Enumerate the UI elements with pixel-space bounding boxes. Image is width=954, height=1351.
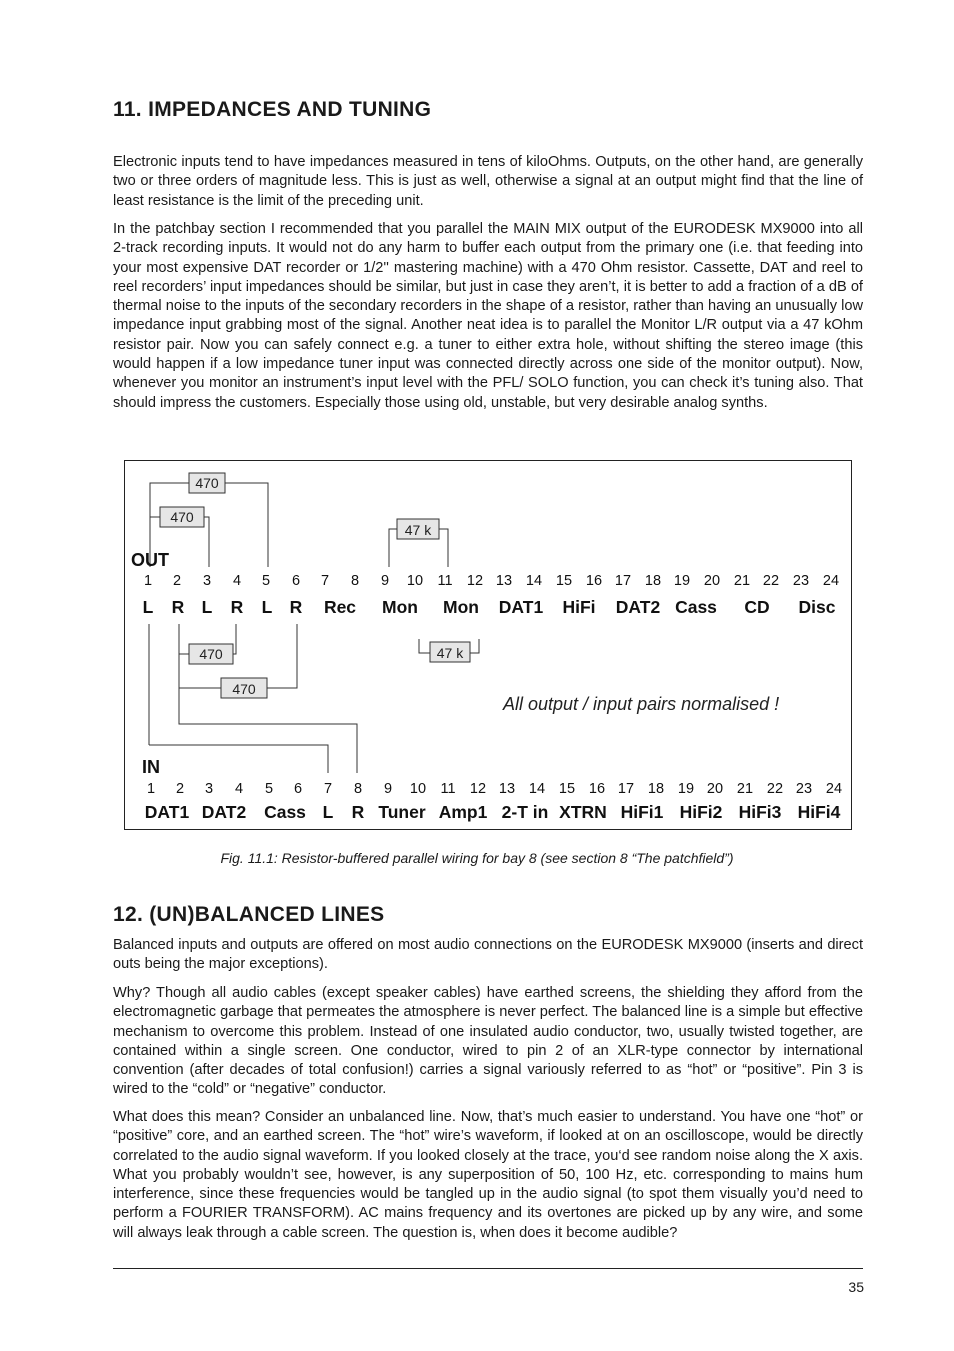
section-11-heading: 11. IMPEDANCES AND TUNING [113, 98, 432, 121]
out-jack-number: 4 [232, 573, 242, 589]
in-jack-number: 7 [323, 781, 333, 797]
out-jack-name: L [261, 597, 273, 617]
out-jack-name: CD [744, 597, 770, 617]
in-jack-number: 21 [736, 781, 754, 797]
resistor-47k-bottom-label: 47 k [436, 645, 464, 661]
normalised-note: All output / input pairs normalised ! [503, 694, 780, 714]
in-jack-number: 11 [440, 781, 456, 797]
section-12-paragraph-2: Why? Though all audio cables (except speaker cables) have earthed screens, the shielding they afford from the electromagnetic garbage that permeates the atmosphere is never perfect. The balanced line is a simple but effective mechanism to overcome this problem. Instead of one insulated audio conductor, two, usually twisted together, are contained within a single screen. One conductor, wired to pin 2 of an XLR-type connector by international convention (after decades of total confusion!) carries a signal variously referred to as “hot” or “positive”. Pin 3 is wired to the “cold” or “negative” conductor. [113, 985, 863, 1098]
out-jack-name: L [201, 597, 213, 617]
out-jack-number: 15 [555, 573, 573, 589]
out-jack-number: 20 [703, 573, 721, 589]
out-jack-number: 3 [202, 573, 212, 589]
out-jack-name: DAT2 [615, 597, 661, 617]
in-jack-number: 22 [766, 781, 784, 797]
out-jack-number: 9 [380, 573, 390, 589]
out-jack-numbers [144, 573, 839, 589]
out-jack-name: Mon [443, 597, 479, 617]
section-11-paragraph-2: In the patchbay section I recommended that you parallel the MAIN MIX output of the EURODESK MX9000 into all 2-track recording inputs. It would not do any harm to buffer each output from the primary one (i.e. that feeding into your most expensive DAT recorder or 1/2'' mastering machine) with a 470 Ohm resistor. Cassette, DAT and reel to reel recorders’ input impedances should be similar, but just in case they aren’t, it is better to add a fraction of a dB of thermal noise to the inputs of the secondary recorders in the shape of a resistor, rather than having an unusually low impedance input grabbing most of the signal. Another neat idea is to parallel the Monitor L/R output via a 47 kOhm resistor pair. Now you can safely connect e.g. a tuner to either extra hole, without shifting the stereo image (this would happen if a low impedance tuner input was connected directly across one side of the monitor output). Now, whenever you monitor an instrument’s input level with the PFL/ SOLO function, you can check it’s tuning also. That should impress the customers. Especially those using old, unstable, but very desirable analog synths. [113, 221, 863, 411]
in-jack-name: R [351, 802, 365, 822]
in-jack-name: 2-T in [501, 802, 549, 822]
page-number: 35 [848, 1279, 864, 1295]
in-jack-name: Tuner [378, 802, 426, 822]
out-jack-number: 13 [495, 573, 513, 589]
in-jack-number: 8 [353, 781, 363, 797]
resistor-470-top-label: 470 [195, 475, 219, 491]
out-jack-name: R [171, 597, 185, 617]
out-jack-names [143, 597, 836, 617]
in-jack-name: Amp1 [438, 802, 488, 822]
out-jack-number: 6 [291, 573, 301, 589]
out-jack-name: R [289, 597, 303, 617]
out-jack-number: 19 [673, 573, 691, 589]
wiring-diagram-svg [125, 461, 853, 831]
in-jack-number: 16 [588, 781, 606, 797]
in-jack-number: 24 [825, 781, 843, 797]
in-jack-number: 9 [383, 781, 393, 797]
out-jack-name: L [142, 597, 154, 617]
out-label: OUT [131, 550, 169, 570]
in-jack-name: HiFi1 [620, 802, 664, 822]
out-jack-number: 7 [320, 573, 330, 589]
resistor-47k-top-label: 47 k [404, 522, 432, 538]
out-jack-name: Cass [675, 597, 717, 617]
out-jack-number: 21 [733, 573, 751, 589]
in-label: IN [142, 757, 160, 777]
section-12-heading: 12. (UN)BALANCED LINES [113, 903, 385, 926]
in-jack-number: 2 [175, 781, 185, 797]
in-jack-name: DAT2 [201, 802, 247, 822]
out-jack-number: 2 [172, 573, 182, 589]
out-jack-number: 10 [406, 573, 424, 589]
out-jack-number: 14 [525, 573, 543, 589]
resistor-470-second-label: 470 [170, 509, 194, 525]
resistor-470-third-label: 470 [199, 646, 223, 662]
in-jack-number: 12 [469, 781, 487, 797]
in-jack-number: 13 [498, 781, 516, 797]
in-jack-number: 4 [234, 781, 244, 797]
in-jack-name: DAT1 [144, 802, 190, 822]
in-jack-number: 18 [647, 781, 665, 797]
section-12-paragraph-3: What does this mean? Consider an unbalanced line. Now, that’s much easier to understand. You have one “hot” or “positive” core, and an earthed screen. The “hot” wire’s waveform, if looked at on an oscilloscope, would be directly correlated to the audio signal waveform. If you looked closely at the trace, you‘d see random noise along the X axis. What you probably wouldn’t see, however, is any superposition of 50, 100 Hz, etc. corresponding to mains hum interference, since these frequencies would be tangled up in the audio signal (to spot them visually you’d need to perform a FOURIER TRANSFORM). AC mains frequency and its overtones are picked up by any wire, and some will always leak through a cable screen. The question is, when does it become audible? [113, 1109, 863, 1241]
out-jack-name: HiFi [562, 597, 596, 617]
in-jack-name: Cass [264, 802, 306, 822]
out-jack-number: 16 [585, 573, 603, 589]
out-jack-number: 18 [644, 573, 662, 589]
out-jack-number: 22 [762, 573, 780, 589]
footer-rule [113, 1268, 863, 1269]
out-jack-number: 1 [143, 573, 153, 589]
out-jack-number: 5 [261, 573, 271, 589]
in-jack-name: HiFi2 [679, 802, 723, 822]
out-jack-number: 24 [822, 573, 840, 589]
out-jack-number: 11 [437, 573, 453, 589]
figure-caption: Fig. 11.1: Resistor-buffered parallel wiring for bay 8 (see section 8 “The patchfield”) [220, 850, 734, 866]
in-jack-names [145, 802, 841, 822]
in-jack-number: 19 [677, 781, 695, 797]
out-jack-number: 23 [792, 573, 810, 589]
out-jack-number: 17 [614, 573, 632, 589]
resistor-470-fourth-label: 470 [232, 681, 256, 697]
in-jack-number: 15 [558, 781, 576, 797]
in-jack-name: HiFi4 [797, 802, 841, 822]
in-jack-name: L [322, 802, 334, 822]
out-jack-name: Mon [382, 597, 418, 617]
in-jack-number: 1 [146, 781, 156, 797]
out-jack-name: Disc [798, 597, 836, 617]
out-jack-number: 8 [350, 573, 360, 589]
wiring-diagram [124, 460, 852, 830]
in-jack-number: 6 [293, 781, 303, 797]
section-12-paragraph-1: Balanced inputs and outputs are offered on most audio connections on the EURODESK MX9000 (inserts and direct outs being the major exceptions). [113, 937, 863, 973]
in-jack-name: XTRN [559, 802, 607, 822]
in-jack-numbers [147, 781, 842, 797]
in-jack-number: 3 [204, 781, 214, 797]
in-jack-name: HiFi3 [738, 802, 782, 822]
in-jack-number: 14 [528, 781, 546, 797]
in-jack-number: 17 [617, 781, 635, 797]
out-jack-name: DAT1 [498, 597, 544, 617]
in-jack-number: 20 [706, 781, 724, 797]
in-jack-number: 5 [264, 781, 274, 797]
out-jack-name: Rec [323, 597, 357, 617]
in-jack-number: 10 [409, 781, 427, 797]
out-jack-name: R [230, 597, 244, 617]
out-jack-number: 12 [466, 573, 484, 589]
section-11-paragraph-1: Electronic inputs tend to have impedances measured in tens of kiloOhms. Outputs, on the other hand, are generally two or three orders of magnitude less. This is just as well, otherwise a signal at an output might find that the line of least resistance is the limit of the preceding unit. [113, 154, 863, 209]
in-jack-number: 23 [795, 781, 813, 797]
